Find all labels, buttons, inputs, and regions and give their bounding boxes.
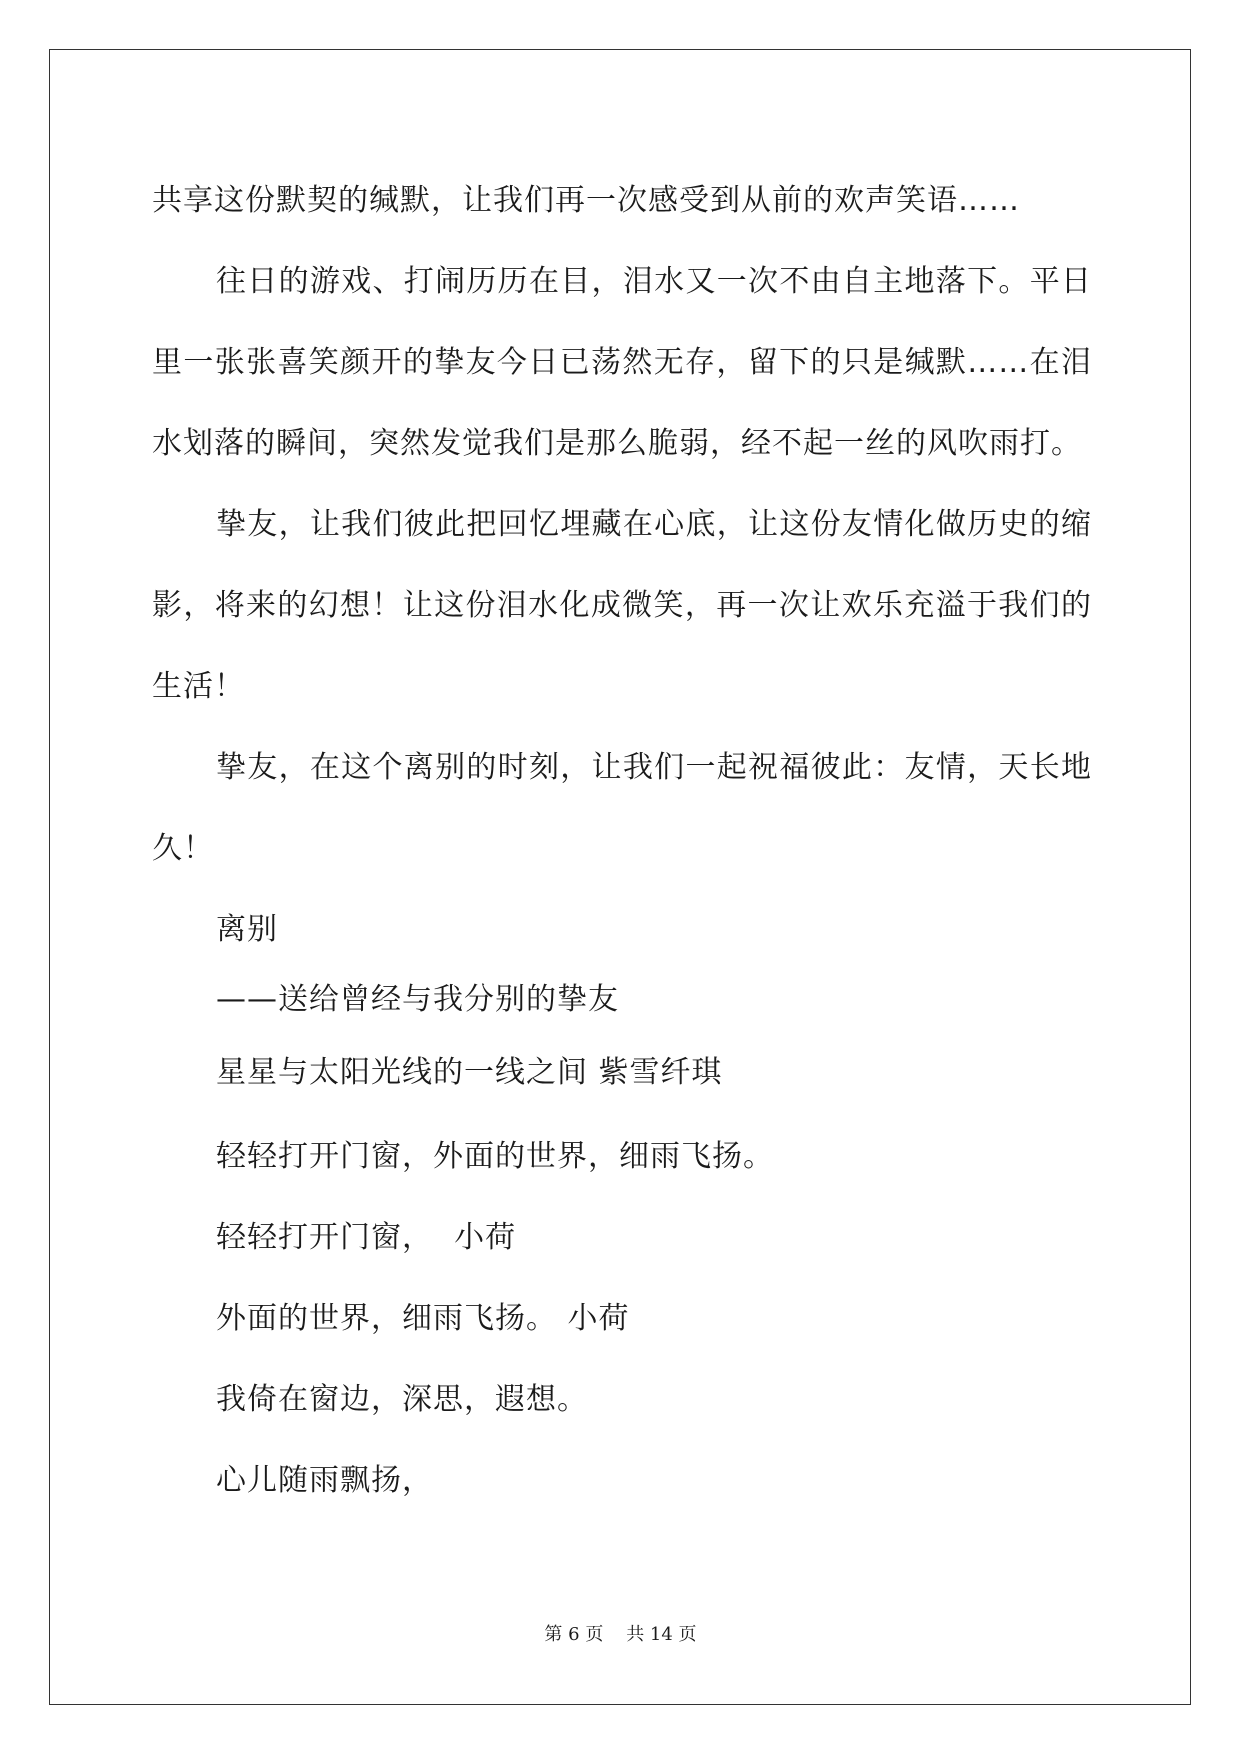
poem-line: 心儿随雨飘扬， (216, 1463, 433, 1498)
poem-line: 我倚在窗边，深思，遐想。 (216, 1382, 588, 1417)
document-body (152, 160, 1092, 1521)
poem-line: 外面的世界，细雨飞扬。 小荷 (216, 1301, 630, 1336)
paragraph-continued: 共享这份默契的缄默，让我们再一次感受到从前的欢声笑语…… (152, 183, 1020, 218)
poem-line: 轻轻打开门窗，外面的世界，细雨飞扬。 (216, 1139, 774, 1174)
poem-line: 星星与太阳光线的一线之间 紫雪纤琪 (216, 1055, 723, 1090)
poem-dedication: ——送给曾经与我分别的挚友 (216, 982, 619, 1017)
paragraph: 往日的游戏、打闹历历在目，泪水又一次不由自主地落下。平日里一张张喜笑颜开的挚友今日已荡然无存，留下的只是缄默……在泪水划落的瞬间，突然发觉我们是那么脆弱，经不起一丝的风吹雨打。 (152, 264, 1092, 461)
poem-line: 轻轻打开门窗， 小荷 (216, 1220, 517, 1255)
paragraph: 挚友，让我们彼此把回忆埋藏在心底，让这份友情化做历史的缩影，将来的幻想！让这份泪水化成微笑，再一次让欢乐充溢于我们的生活！ (152, 507, 1092, 704)
poem-title: 离别 (216, 912, 278, 947)
page-number-footer: 第 6 页 共 14 页 (544, 1624, 697, 1645)
paragraph: 挚友，在这个离别的时刻，让我们一起祝福彼此：友情，天长地久！ (152, 750, 1092, 866)
